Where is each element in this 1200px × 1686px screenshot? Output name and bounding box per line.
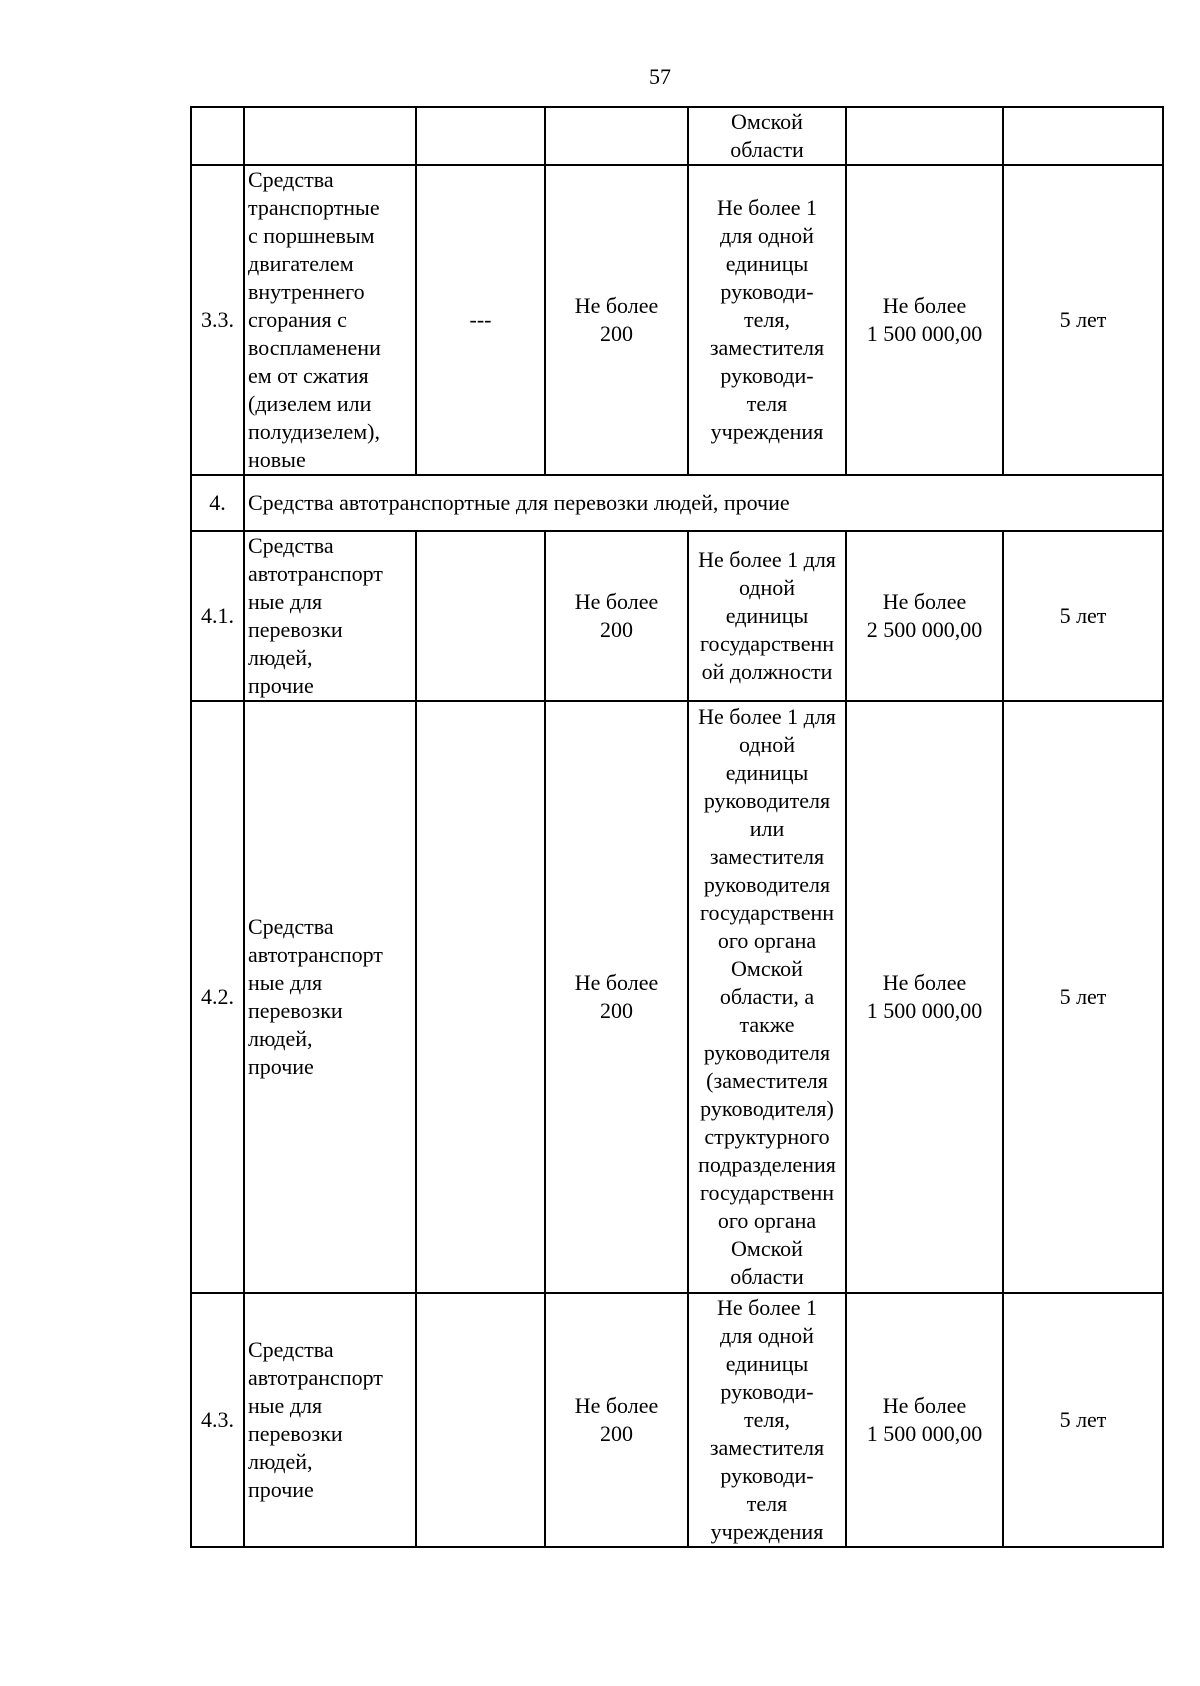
cell-term: 5 лет bbox=[1003, 1293, 1163, 1547]
cell-col3: --- bbox=[416, 165, 545, 475]
cell-number: 4.1. bbox=[191, 531, 244, 701]
cell-number: 3.3. bbox=[191, 165, 244, 475]
cell-empty bbox=[416, 107, 545, 165]
cell-name: Средства автотранспорт ные для перевозки людей, прочие bbox=[244, 531, 416, 701]
cell-empty bbox=[244, 107, 416, 165]
cell-price: Не более 1 500 000,00 bbox=[846, 1293, 1003, 1547]
cell-power: Не более 200 bbox=[545, 531, 688, 701]
cell-position: Не более 1 для одной единицы руководи- теля, заместителя руководи- теля учреждения bbox=[688, 1293, 846, 1547]
cell-term: 5 лет bbox=[1003, 531, 1163, 701]
cell-power: Не более 200 bbox=[545, 701, 688, 1293]
cell-price: Не более 1 500 000,00 bbox=[846, 701, 1003, 1293]
table-row-section-4 bbox=[191, 475, 1163, 531]
cell-term: 5 лет bbox=[1003, 701, 1163, 1293]
cell-position: Не более 1 для одной единицы руководителя или заместителя руководителя государственн ого органа Омской области, а также руководителя (заместителя руководителя) структурного подразделения государственн ого органа Омской области bbox=[688, 701, 846, 1293]
section-title: Средства автотранспортные для перевозки людей, прочие bbox=[244, 475, 1163, 531]
cell-term: 5 лет bbox=[1003, 165, 1163, 475]
cell-number: 4. bbox=[191, 475, 244, 531]
cell-position: Не более 1 для одной единицы руководи- теля, заместителя руководи- теля учреждения bbox=[688, 165, 846, 475]
table-row-4-1 bbox=[191, 531, 1163, 701]
cell-empty bbox=[416, 701, 545, 1293]
cell-number: 4.2. bbox=[191, 701, 244, 1293]
cell-name: Средства автотранспорт ные для перевозки людей, прочие bbox=[244, 1293, 416, 1547]
cell-power: Не более 200 bbox=[545, 165, 688, 475]
cell-empty bbox=[191, 107, 244, 165]
table-row-4-2 bbox=[191, 701, 1163, 1293]
norms-table bbox=[190, 106, 1164, 1548]
cell-empty bbox=[1003, 107, 1163, 165]
cell-empty bbox=[416, 1293, 545, 1547]
cell-empty bbox=[416, 531, 545, 701]
cell-empty bbox=[545, 107, 688, 165]
page-number: 57 bbox=[649, 64, 671, 89]
cell-number: 4.3. bbox=[191, 1293, 244, 1547]
cell-price: Не более 1 500 000,00 bbox=[846, 165, 1003, 475]
cell-empty bbox=[846, 107, 1003, 165]
table-row-4-3 bbox=[191, 1293, 1163, 1547]
cell-power: Не более 200 bbox=[545, 1293, 688, 1547]
cell-name: Средства автотранспорт ные для перевозки людей, прочие bbox=[244, 701, 416, 1293]
cell-price: Не более 2 500 000,00 bbox=[846, 531, 1003, 701]
cell-position: Омской области bbox=[688, 107, 846, 165]
cell-name: Средства транспортные с поршневым двигателем внутреннего сгорания с воспламенени ем от сжатия (дизелем или полудизелем), новые bbox=[244, 165, 416, 475]
table-row-continuation bbox=[191, 107, 1163, 165]
table-row-3-3 bbox=[191, 165, 1163, 475]
cell-position: Не более 1 для одной единицы государственн ой должности bbox=[688, 531, 846, 701]
